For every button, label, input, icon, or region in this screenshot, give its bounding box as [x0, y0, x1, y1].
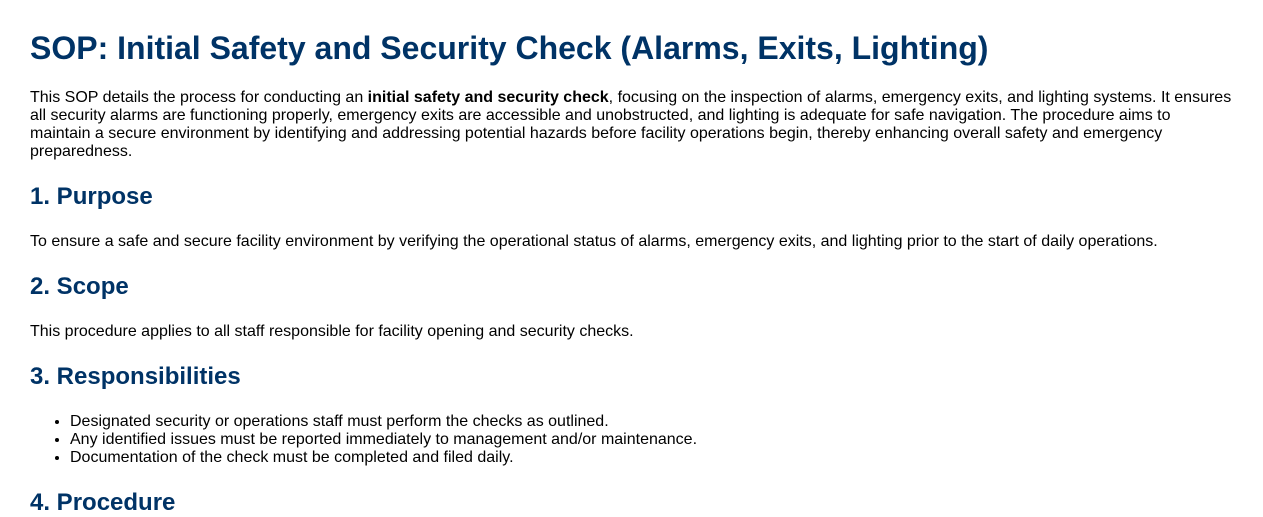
intro-paragraph — [30, 89, 1233, 161]
purpose-text: To ensure a safe and secure facility environment by verifying the operational status of alarms, emergency exits, and lighting prior to the start of daily operations. — [30, 233, 1158, 250]
list-item: • Any identified issues must be reported immediately to management and/or maintenance. — [70, 431, 1233, 449]
section-heading-procedure: 4. Procedure — [30, 489, 176, 516]
list-item: • Designated security or operations staff must perform the checks as outlined. — [70, 413, 1233, 431]
intro-text-bold: initial safety and security check — [367, 89, 609, 106]
list-item: • Documentation of the check must be completed and filed daily. — [70, 449, 1233, 467]
section-procedure — [30, 489, 1233, 517]
section-heading-scope: 2. Scope — [30, 273, 129, 300]
intro-text-after: , focusing on the inspection of alarms, emergency exits, and lighting systems. It ensures all security alarms are functioning properly, emergency exits are accessible and unobstructed, and lighting is adequate for safe navigation. The procedure aims to maintain a secure environment by identifying and addressing potential hazards before facility operations begin, thereby enhancing overall safety and emergency preparedness. — [30, 89, 1232, 160]
scope-text: This procedure applies to all staff responsible for facility opening and security checks. — [30, 323, 634, 340]
intro-text-before: This SOP details the process for conducting an — [30, 89, 368, 106]
page-title: SOP: Initial Safety and Security Check (Alarms, Exits, Lighting) — [30, 30, 989, 66]
section-heading-purpose: 1. Purpose — [30, 183, 153, 210]
responsibilities-list — [30, 413, 1233, 467]
section-responsibilities — [30, 363, 1233, 467]
section-purpose — [30, 183, 1233, 251]
section-heading-responsibilities: 3. Responsibilities — [30, 363, 241, 390]
section-scope — [30, 273, 1233, 341]
